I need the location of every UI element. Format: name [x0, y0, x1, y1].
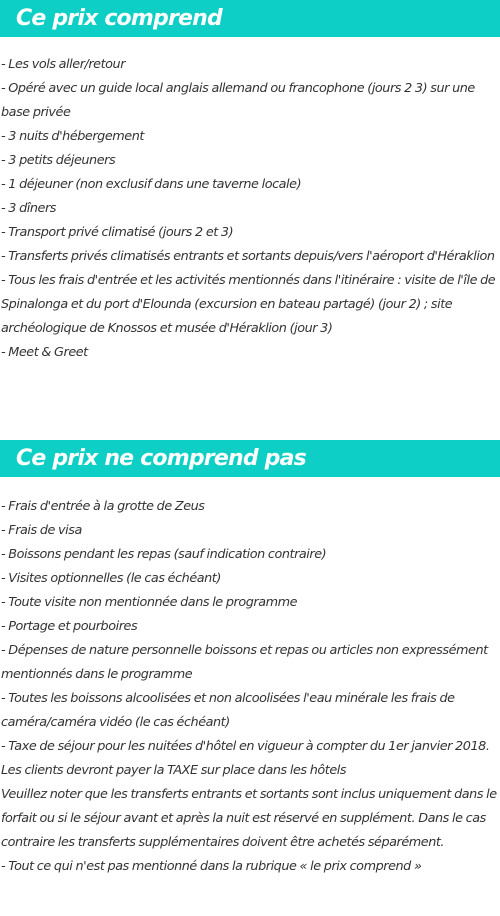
list-item: - Taxe de séjour pour les nuitées d'hôtel en vigueur à compter du 1er janvier 2018. Les clients devront payer la TAXE sur place dans les hôtels — [1, 739, 490, 778]
list-item: - Opéré avec un guide local anglais allemand ou francophone (jours 2 3) sur une base privée — [1, 81, 475, 120]
list-item: - Les vols aller/retour — [1, 57, 126, 72]
list-item: - 1 déjeuner (non exclusif dans une taverne locale) — [1, 177, 302, 192]
list-item: - Dépenses de nature personnelle boissons et repas ou articles non expressément mentionnés dans le programme — [1, 643, 488, 682]
excluded-title: Ce prix ne comprend pas — [16, 446, 306, 471]
included-section — [0, 0, 500, 440]
excluded-section — [0, 440, 500, 879]
list-item: - Toutes les boissons alcoolisées et non alcoolisées l'eau minérale les frais de caméra/caméra vidéo (le cas échéant) — [1, 691, 455, 730]
list-item: - 3 petits déjeuners — [1, 153, 116, 168]
excluded-header — [0, 440, 500, 477]
list-item: - Toute visite non mentionnée dans le programme — [1, 595, 298, 610]
list-item: - Tous les frais d'entrée et les activités mentionnés dans l'itinéraire : visite de l'île de Spinalonga et du port d'Elounda (excursion en bateau partagé) (jour 2) ; site archéologique de Knossos et musée d'Héraklion (jour 3) — [1, 273, 496, 336]
list-item: - 3 nuits d'hébergement — [1, 129, 144, 144]
list-item: - Visites optionnelles (le cas échéant) — [1, 571, 221, 586]
list-item: - Frais de visa — [1, 523, 82, 538]
excluded-list — [0, 477, 500, 879]
list-item: - 3 dîners — [1, 201, 56, 216]
list-item: - Portage et pourboires — [1, 619, 138, 634]
list-item: - Transport privé climatisé (jours 2 et 3) — [1, 225, 234, 240]
list-item: - Tout ce qui n'est pas mentionné dans la rubrique « le prix comprend » — [1, 859, 422, 874]
included-header — [0, 0, 500, 37]
included-title: Ce prix comprend — [16, 6, 222, 31]
list-item: - Frais d'entrée à la grotte de Zeus — [1, 499, 205, 514]
list-item: - Boissons pendant les repas (sauf indication contraire) — [1, 547, 327, 562]
included-list — [0, 37, 500, 365]
list-item: Veuillez noter que les transferts entrants et sortants sont inclus uniquement dans le forfait ou si le séjour avant et après la nuit est réservé en supplément. Dans le cas contraire les transferts supplémentaires doivent être achetés séparément. — [1, 787, 497, 850]
list-item: - Meet & Greet — [1, 345, 88, 360]
list-item: - Transferts privés climatisés entrants et sortants depuis/vers l'aéroport d'Héraklion — [1, 249, 495, 264]
